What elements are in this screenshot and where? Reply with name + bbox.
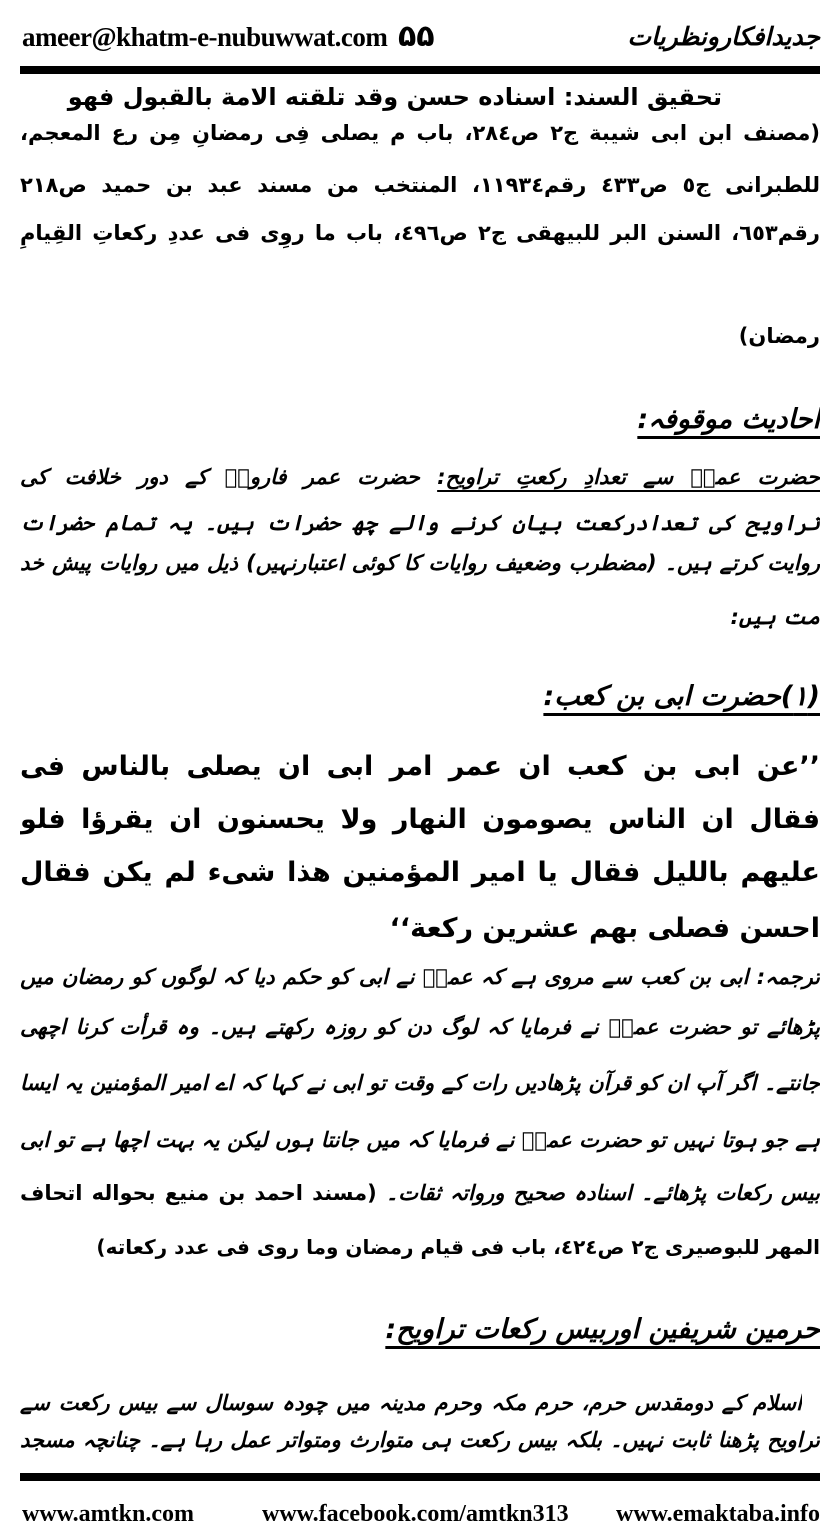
translation-line: ہے جو ہوتا نہیں تو حضرت عمرؓ نے فرمایا کہ میں جانتا ہوں لیکن یہ بہت اچھا ہے تو ابی [20, 1128, 820, 1152]
translation-line: جانتے۔ اگر آپ ان کو قرآن پڑھادیں رات کے وقت تو ابی نے کہا کہ اے امیر المؤمنین یہ ایسا [20, 1071, 820, 1095]
reference-line: للطبرانی ج٥ ص٤٣٣ رقم١١٩٣٤، المنتخب من مسند عبد بن حمید ص٢١٨ [20, 173, 820, 197]
reference-line: رمضان) [738, 324, 820, 348]
header-email: ameer@khatm-e-nubuwwat.com [22, 22, 388, 52]
paragraph-line [20, 455, 820, 499]
translation-line: ترجمہ: ابی بن کعب سے مروی ہے کہ عمرؓ نے ابی کو حکم دیا کہ لوگوں کو رمضان میں [20, 965, 820, 989]
paragraph-line: روایت کرتے ہیں۔ (مضطرب وضعیف روایات کا کوئی اعتبارنہیں) ذیل میں روایات پیش خد [20, 551, 820, 575]
section-heading-haramain [20, 1304, 820, 1356]
section-heading-mauqufa [20, 394, 820, 446]
translation-line: پڑھائے تو حضرت عمرؓ نے فرمایا کہ لوگ دن کو روزہ رکھتے ہیں۔ وہ قرأت کرنا اچھی [20, 1015, 820, 1039]
translation-line [20, 1171, 820, 1215]
arabic-hadith-line: فقال ان الناس یصومون النهار ولا یحسنون ان یقرؤا فلو [20, 804, 820, 835]
section-heading-ubay [20, 671, 820, 723]
heading-text: حرمین شریفین اوربیس رکعات تراویح: [385, 1314, 820, 1345]
paragraph-line: اسلام کے دومقدس حرم، حرم مکہ وحرم مدینہ میں چودہ سوسال سے بیس رکعت سے [20, 1391, 802, 1415]
paragraph-line: مت ہیں: [730, 605, 820, 629]
reference-line: (مصنف ابن ابی شیبة ج٢ ص٢٨٤، باب م یصلی فِی رمضانِ مِن رع المعجم، [20, 121, 820, 145]
footer-link-amtkn[interactable]: www.amtkn.com [22, 1501, 194, 1527]
footer-rule [20, 1473, 820, 1481]
heading-text: (۱)حضرت ابی بن کعب: [543, 681, 820, 712]
paragraph-line: تراویح پڑھنا ثابت نہیں۔ بلکہ بیس رکعت ہی متوارث ومتواتر عمل رہا ہے۔ چنانچہ مسجد [20, 1428, 820, 1452]
line-text: حضرت عمر فاروقؓ کے دور خلافت کی [20, 465, 420, 489]
source-citation-end: المهر للبوصیری ج٢ ص٤٢٤، باب فی قیام رمضان وما روی فی عدد رکعاته) [96, 1235, 820, 1259]
page-number: ۵۵ [398, 19, 435, 54]
header-rule [20, 66, 820, 74]
source-citation: (مسند احمد بن منیع بحواله اتحاف [20, 1181, 377, 1205]
footer-link-facebook[interactable]: www.facebook.com/amtkn313 [262, 1501, 569, 1527]
line-text: بیس رکعات پڑھائے۔ اسنادہ صحیح ورواتہ ثقات۔ [385, 1181, 820, 1205]
journal-title: جدیدافکارونظریات [627, 22, 820, 51]
sanad-title: تحقیق السند: اسناده حسن وقد تلقته الامة بالقبول فهو [67, 83, 722, 111]
footer-link-emaktaba[interactable]: www.emaktaba.info [615, 1501, 820, 1527]
arabic-hadith-line: علیهم باللیل فقال یا امیر المؤمنین هذا شیء لم یکن فقال [20, 857, 820, 888]
heading-text: احادیث موقوفہ: [637, 404, 820, 435]
arabic-hadith-line: ’’عن ابی بن کعب ان عمر امر ابی ان یصلی بالناس فی [20, 751, 820, 782]
reference-line: رقم٦٥٣، السنن البر للبیهقی ج٢ ص٤٩٦، باب ما روِی فی عددِ رکعاتِ القِیامِ [20, 221, 820, 245]
subheading-umar: حضرت عمرؓ سے تعدادِ رکعتِ تراویح: [437, 465, 820, 489]
paragraph-line: تراویح کی تعدادرکعت بیان کرنے والے چھ حضرات ہیں۔ یہ تمام حضرات [20, 511, 820, 535]
arabic-hadith-line: احسن فصلی بهم عشرین رکعة‘‘ [389, 913, 820, 944]
